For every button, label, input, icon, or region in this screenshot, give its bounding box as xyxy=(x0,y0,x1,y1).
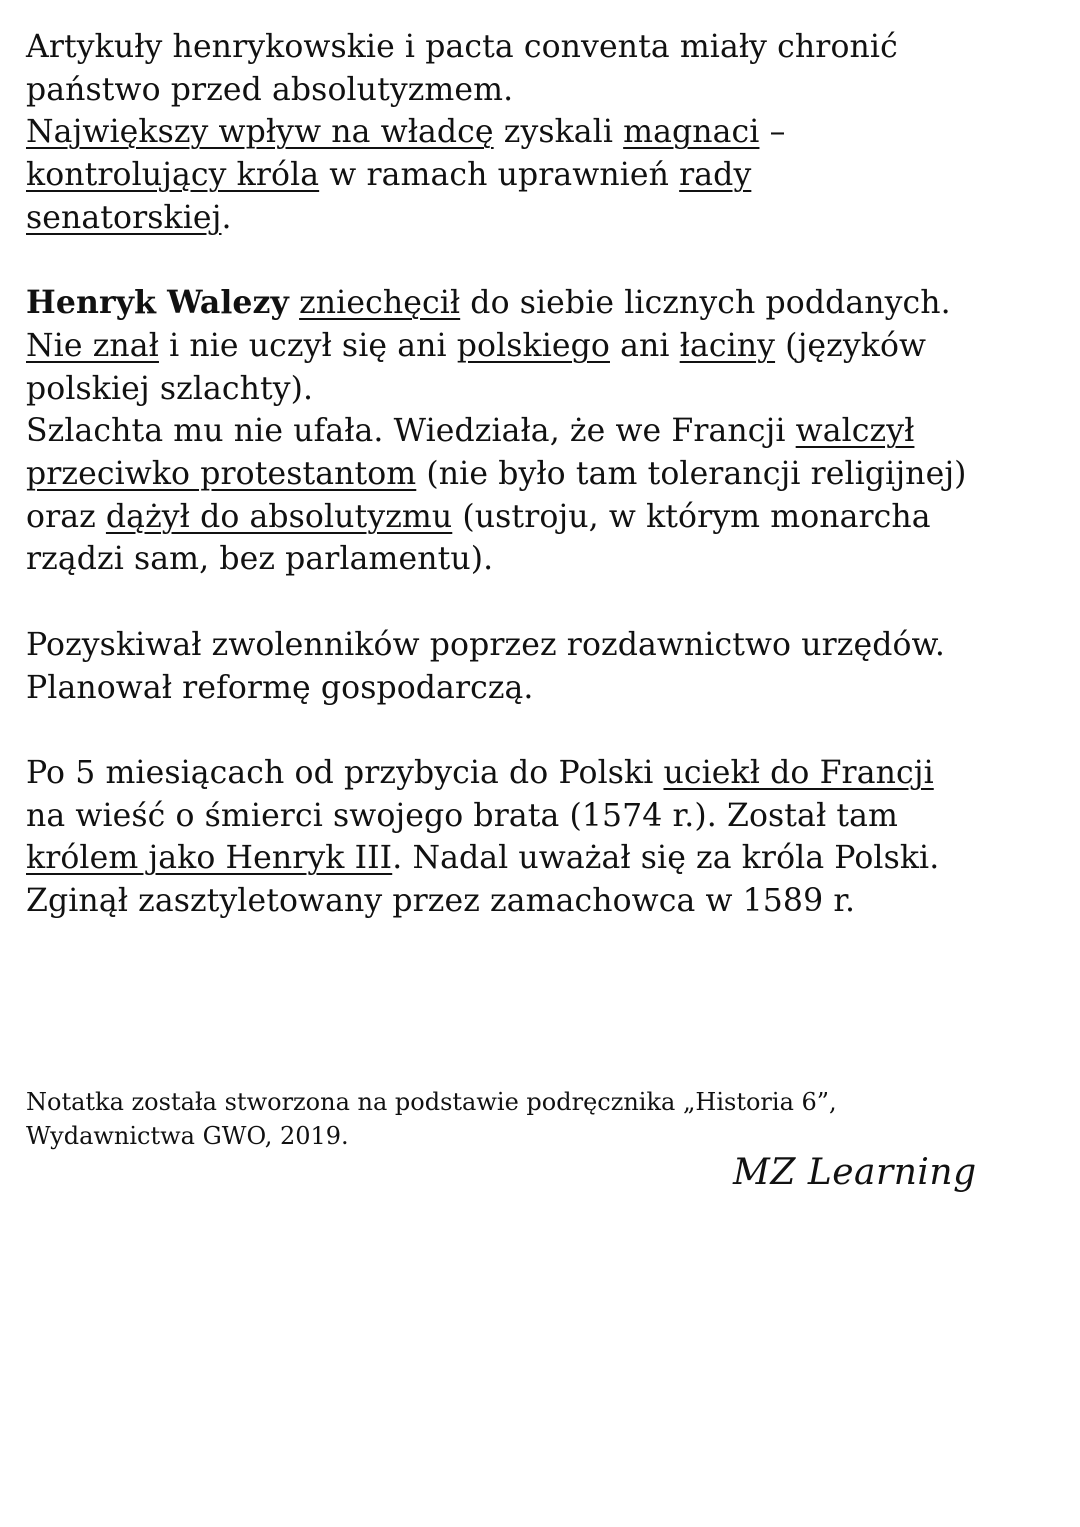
footnote-line: Wydawnictwa GWO, 2019. xyxy=(26,1122,349,1150)
text-line xyxy=(26,197,1066,240)
text-line xyxy=(26,26,1066,69)
source-footnote xyxy=(26,1085,837,1153)
underlined-phrase: kontrolujący króla xyxy=(26,157,320,194)
text-run: Szlachta mu nie ufała. Wiedziała, że we Francji xyxy=(26,413,796,450)
text-line xyxy=(26,368,1066,411)
text-run: (ustroju, w którym monarcha xyxy=(452,498,931,535)
text-run: . xyxy=(221,199,232,236)
text-run: zyskali xyxy=(493,114,624,151)
paragraph-gap xyxy=(26,240,1066,283)
underlined-phrase: zniechęcił xyxy=(299,285,461,322)
footnote-line: Notatka została stworzona na podstawie podręcznika „Historia 6”, xyxy=(26,1088,837,1116)
text-line xyxy=(26,624,1066,667)
text-line xyxy=(26,410,1066,453)
underlined-phrase: walczył xyxy=(795,413,915,450)
text-line xyxy=(26,752,1066,795)
bold-name: Henryk Walezy xyxy=(26,284,289,322)
underlined-phrase: senatorskiej xyxy=(26,199,222,236)
text-run xyxy=(289,285,299,321)
text-line xyxy=(26,282,1066,325)
text-run: (języków xyxy=(775,327,927,364)
text-run: (nie było tam tolerancji religijnej) xyxy=(416,456,967,493)
text-line xyxy=(26,880,1066,923)
text-run: . Nadal uważał się za króla Polski. xyxy=(392,840,940,877)
text-run: – xyxy=(759,114,786,151)
underlined-phrase: uciekł do Francji xyxy=(663,754,934,791)
text-line xyxy=(26,538,1066,581)
text-line xyxy=(26,111,1066,154)
underlined-phrase: magnaci xyxy=(623,114,760,151)
text-run: w ramach uprawnień xyxy=(319,157,680,194)
paragraph-supporters xyxy=(26,624,1066,709)
text-run: państwo przed absolutyzmem. xyxy=(26,71,514,108)
text-line xyxy=(26,453,1066,496)
underlined-phrase: rady xyxy=(679,157,752,194)
signature: MZ Learning xyxy=(733,1152,977,1193)
text-line xyxy=(26,667,1066,710)
text-run: na wieść o śmierci swojego brata (1574 r.). Został tam xyxy=(26,797,898,834)
text-run: Planował reformę gospodarczą. xyxy=(26,669,534,706)
text-run: ani xyxy=(609,327,680,364)
paragraph-escape xyxy=(26,752,1066,923)
text-line xyxy=(26,154,1066,197)
underlined-phrase: przeciwko protestantom xyxy=(26,456,417,493)
text-line xyxy=(26,325,1066,368)
paragraph-gap xyxy=(26,581,1066,624)
text-run: i nie uczył się ani xyxy=(158,327,457,364)
text-run: do siebie licznych poddanych. xyxy=(460,285,951,322)
text-line xyxy=(26,496,1066,539)
text-line xyxy=(26,795,1066,838)
underlined-phrase: dążył do absolutyzmu xyxy=(105,498,453,535)
paragraph-pacta xyxy=(26,26,1066,240)
note-body xyxy=(26,26,1066,923)
underlined-phrase: Największy wpływ na władcę xyxy=(26,114,494,151)
text-line xyxy=(26,837,1066,880)
text-run: polskiej szlachty). xyxy=(26,370,314,407)
underlined-phrase: Nie znał xyxy=(26,327,159,364)
text-line xyxy=(26,69,1066,112)
paragraph-gap xyxy=(26,709,1066,752)
text-run: Pozyskiwał zwolenników poprzez rozdawnictwo urzędów. xyxy=(26,626,945,663)
underlined-phrase: królem jako Henryk III xyxy=(26,840,393,877)
text-run: oraz xyxy=(26,498,106,535)
text-run: Artykuły henrykowskie i pacta conventa miały chronić xyxy=(26,29,898,65)
underlined-phrase: łaciny xyxy=(679,327,776,364)
text-run: rządzi sam, bez parlamentu). xyxy=(26,541,494,578)
text-run: Po 5 miesiącach od przybycia do Polski xyxy=(26,754,664,791)
underlined-phrase: polskiego xyxy=(456,327,610,364)
paragraph-henryk xyxy=(26,282,1066,581)
text-run: Zginął zasztyletowany przez zamachowca w 1589 r. xyxy=(26,883,856,920)
